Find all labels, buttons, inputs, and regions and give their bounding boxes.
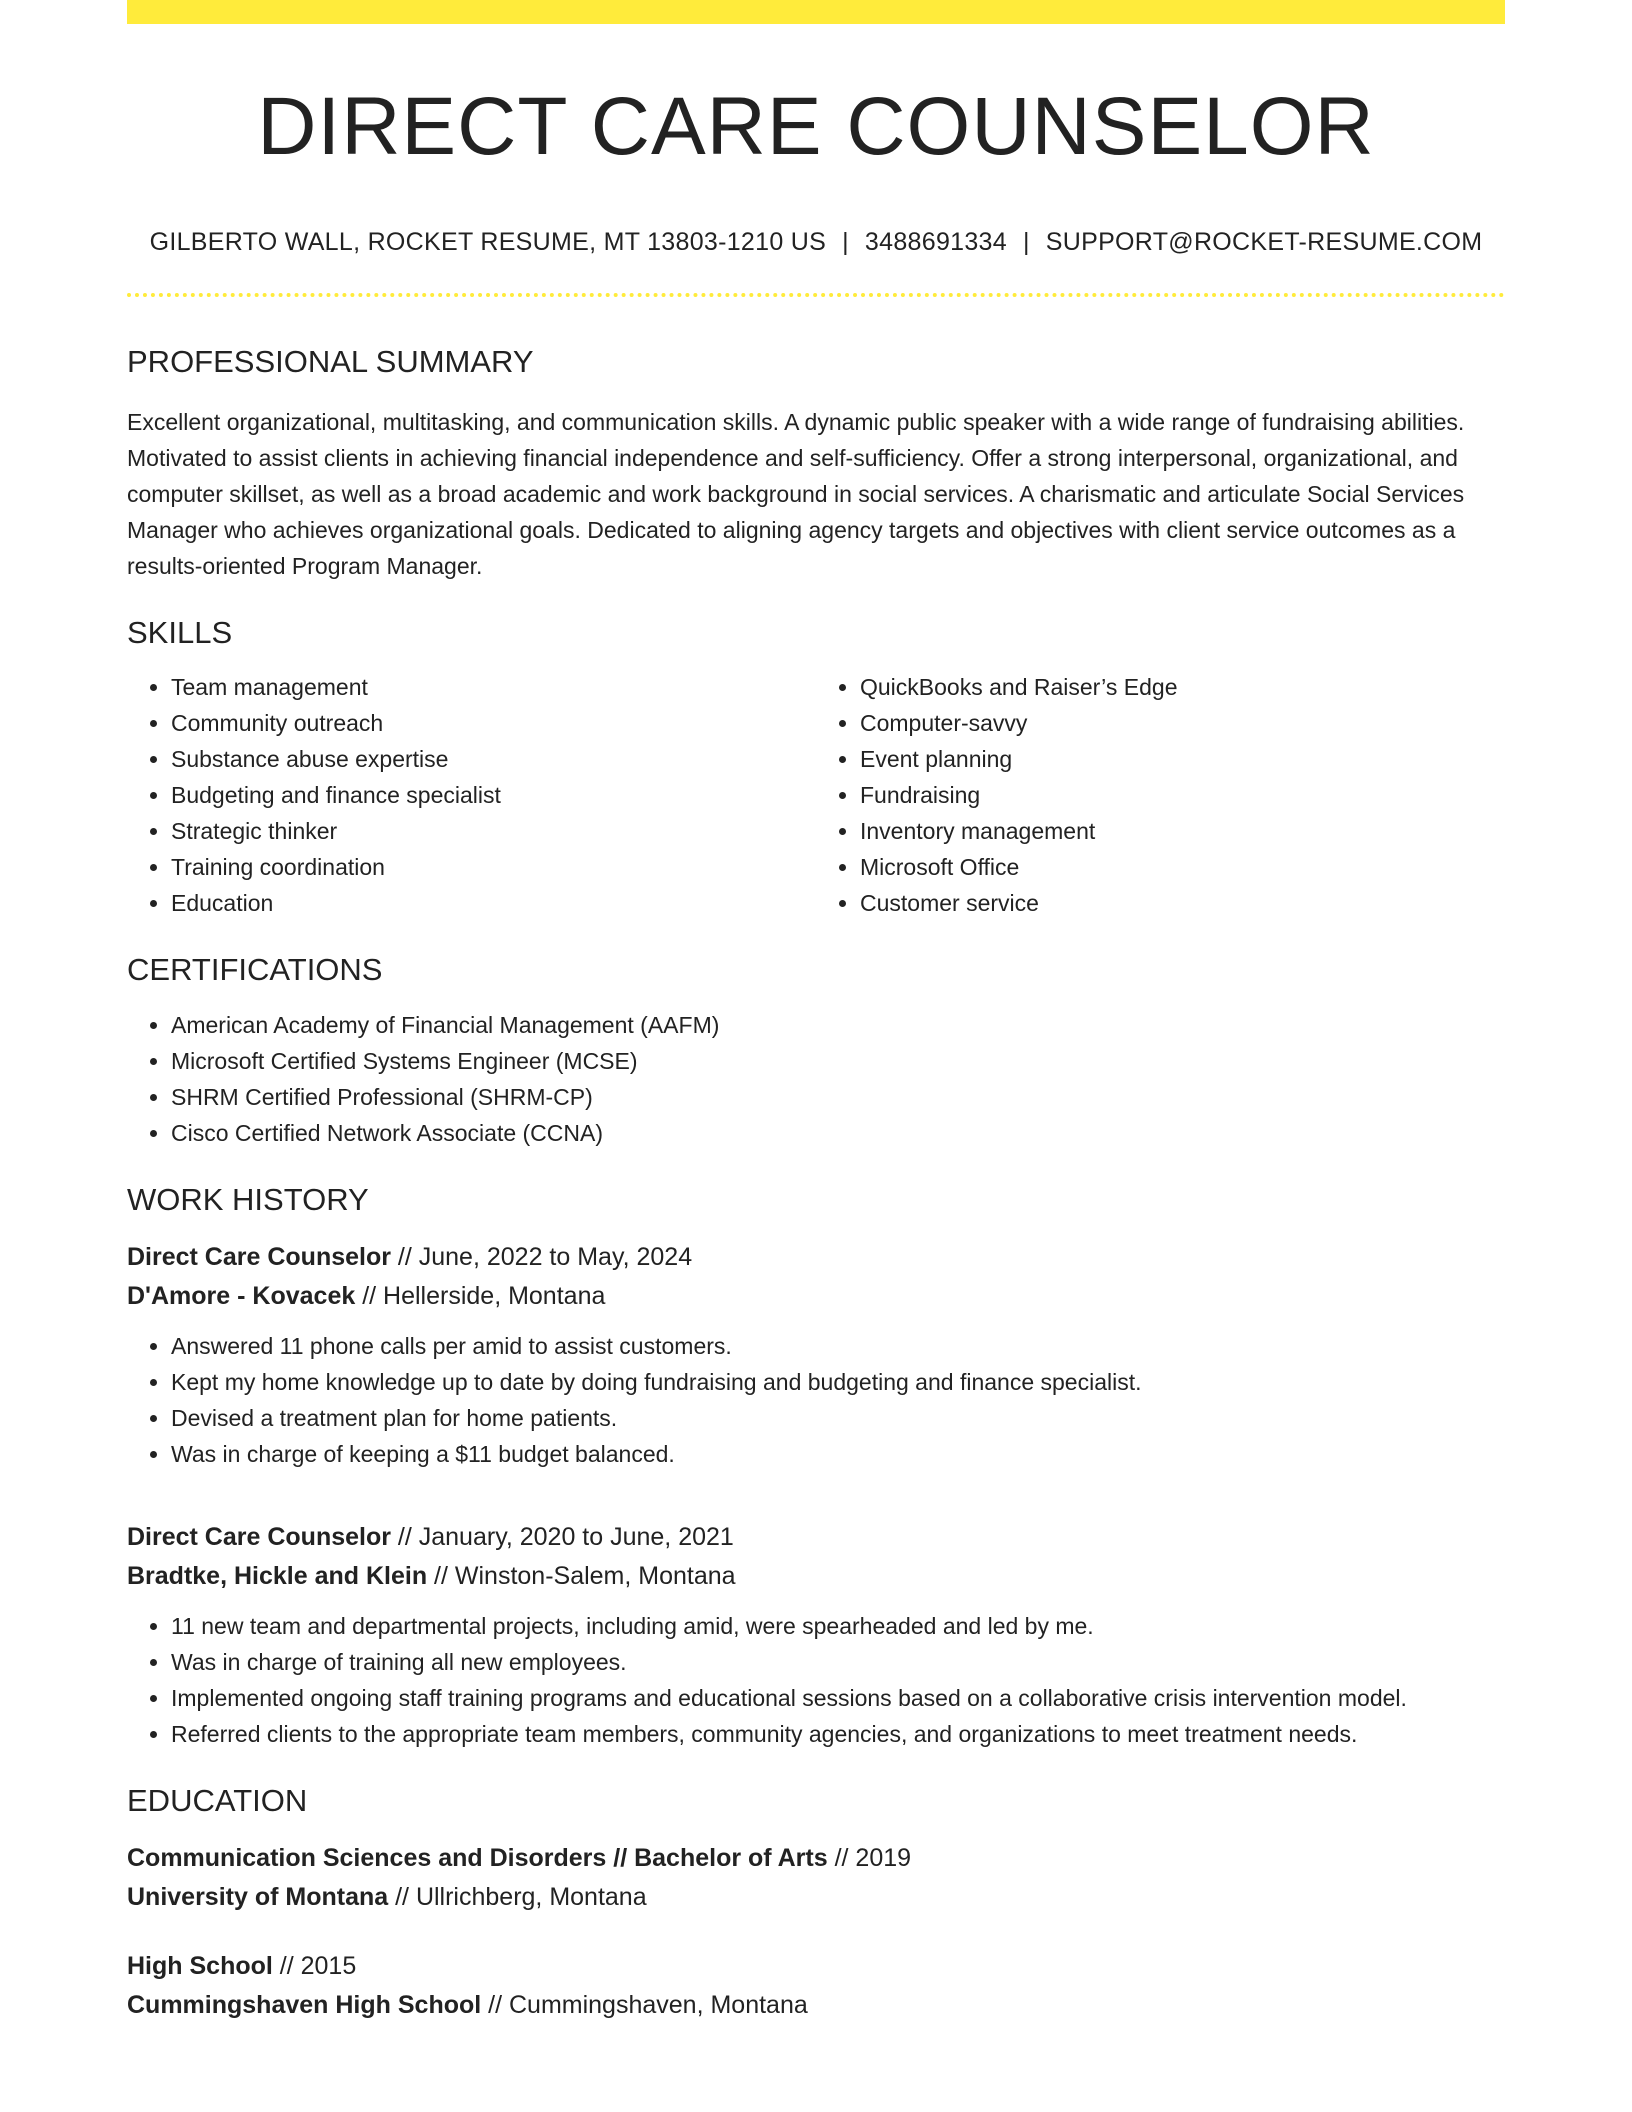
skill-item: • Team management <box>171 669 816 705</box>
skills-section <box>127 614 1505 921</box>
job-dates: // June, 2022 to May, 2024 <box>390 1242 693 1271</box>
skill-item: • Substance abuse expertise <box>171 741 816 777</box>
job-entry <box>127 1518 1505 1752</box>
skill-item: • Computer-savvy <box>860 705 1505 741</box>
education-school-line <box>127 1986 1505 2025</box>
skill-item: • Fundraising <box>860 777 1505 813</box>
certification-item: • Microsoft Certified Systems Engineer (MCSE) <box>171 1043 1505 1079</box>
job-bullets <box>127 1328 1505 1472</box>
section-heading: EDUCATION <box>127 1782 308 1818</box>
job-bullet: • Answered 11 phone calls per amid to assist customers. <box>171 1328 1505 1364</box>
job-title-line <box>127 1518 1505 1557</box>
skill-item: • Budgeting and finance specialist <box>171 777 816 813</box>
skill-item: • Strategic thinker <box>171 813 816 849</box>
job-company-line <box>127 1557 1505 1596</box>
job-dates: // January, 2020 to June, 2021 <box>390 1522 734 1551</box>
education-location: // Ullrichberg, Montana <box>388 1882 647 1911</box>
job-bullets <box>127 1608 1505 1752</box>
certifications-section <box>127 951 1505 1150</box>
job-bullet: • Kept my home knowledge up to date by doing fundraising and budgeting and finance specialist. <box>171 1364 1505 1400</box>
contact-separator: | <box>842 228 849 256</box>
contact-email: SUPPORT@ROCKET-RESUME.COM <box>1045 228 1483 256</box>
education-year: // 2015 <box>272 1951 357 1980</box>
education-degree-line <box>127 1947 1505 1986</box>
skills-grid <box>127 669 1505 921</box>
work-history-section <box>127 1181 1505 1752</box>
education-section <box>127 1782 1505 2025</box>
job-company-line <box>127 1277 1505 1316</box>
job-bullet: • Devised a treatment plan for home patients. <box>171 1400 1505 1436</box>
job-location: // Hellerside, Montana <box>355 1281 606 1310</box>
section-heading: WORK HISTORY <box>127 1181 369 1217</box>
education-degree: High School <box>127 1951 273 1980</box>
contact-address: GILBERTO WALL, ROCKET RESUME, MT 13803-1210 US <box>149 228 827 256</box>
education-degree: Communication Sciences and Disorders // Bachelor of Arts <box>127 1843 828 1872</box>
job-bullet: • Referred clients to the appropriate team members, community agencies, and organizations to meet treatment needs. <box>171 1716 1505 1752</box>
section-heading: SKILLS <box>127 615 233 651</box>
skill-item: • Education <box>171 885 816 921</box>
job-location: // Winston-Salem, Montana <box>427 1561 736 1590</box>
education-school-line <box>127 1878 1505 1917</box>
education-school: University of Montana <box>127 1882 389 1911</box>
dotted-divider <box>127 293 1505 297</box>
education-entry <box>127 1947 1505 2025</box>
job-bullet: • 11 new team and departmental projects, including amid, were spearheaded and led by me. <box>171 1608 1505 1644</box>
job-entry <box>127 1238 1505 1472</box>
job-title-line <box>127 1238 1505 1277</box>
job-bullet: • Was in charge of keeping a $11 budget balanced. <box>171 1436 1505 1472</box>
skill-item: • Microsoft Office <box>860 849 1505 885</box>
job-title: Direct Care Counselor <box>127 1522 391 1551</box>
skill-item: • Community outreach <box>171 705 816 741</box>
skills-list-left <box>127 669 816 921</box>
skills-list-right <box>816 669 1505 921</box>
skill-item: • QuickBooks and Raiser’s Edge <box>860 669 1505 705</box>
contact-line <box>127 228 1505 257</box>
section-heading: CERTIFICATIONS <box>127 952 383 988</box>
education-year: // 2019 <box>827 1843 912 1872</box>
education-location: // Cummingshaven, Montana <box>481 1990 808 2019</box>
job-bullet: • Implemented ongoing staff training programs and educational sessions based on a collaborative crisis intervention model. <box>171 1680 1505 1716</box>
certification-item: • Cisco Certified Network Associate (CCNA) <box>171 1115 1505 1151</box>
skill-item: • Inventory management <box>860 813 1505 849</box>
contact-separator: | <box>1022 228 1030 256</box>
resume-title: DIRECT CARE COUNSELOR <box>257 81 1375 172</box>
job-bullet: • Was in charge of training all new employees. <box>171 1644 1505 1680</box>
summary-section <box>127 343 1505 584</box>
education-degree-line <box>127 1839 1505 1878</box>
section-heading: PROFESSIONAL SUMMARY <box>127 344 534 379</box>
job-title: Direct Care Counselor <box>127 1242 391 1271</box>
contact-phone: 3488691334 <box>864 228 1007 256</box>
certification-item: • SHRM Certified Professional (SHRM-CP) <box>171 1079 1505 1115</box>
job-company: Bradtke, Hickle and Klein <box>127 1561 428 1590</box>
education-school: Cummingshaven High School <box>127 1990 482 2019</box>
summary-text: Excellent organizational, multitasking, and communication skills. A dynamic public speaker with a wide range of fundraising abilities. Motivated to assist clients in achieving financial independence and self-sufficiency. Offer a strong interpersonal, organizational, and computer skillset, as well as a broad academic and work background in social services. A charismatic and articulate Social Services Manager who achieves organizational goals. Dedicated to aligning agency targets and objectives with client service outcomes as a results-oriented Program Manager. <box>127 409 1465 580</box>
skill-item: • Event planning <box>860 741 1505 777</box>
job-company: D'Amore - Kovacek <box>127 1281 356 1310</box>
accent-top-bar <box>127 0 1505 24</box>
skill-item: • Training coordination <box>171 849 816 885</box>
certifications-list <box>127 1007 1505 1151</box>
certification-item: • American Academy of Financial Management (AAFM) <box>171 1007 1505 1043</box>
education-entry <box>127 1839 1505 1917</box>
skill-item: • Customer service <box>860 885 1505 921</box>
